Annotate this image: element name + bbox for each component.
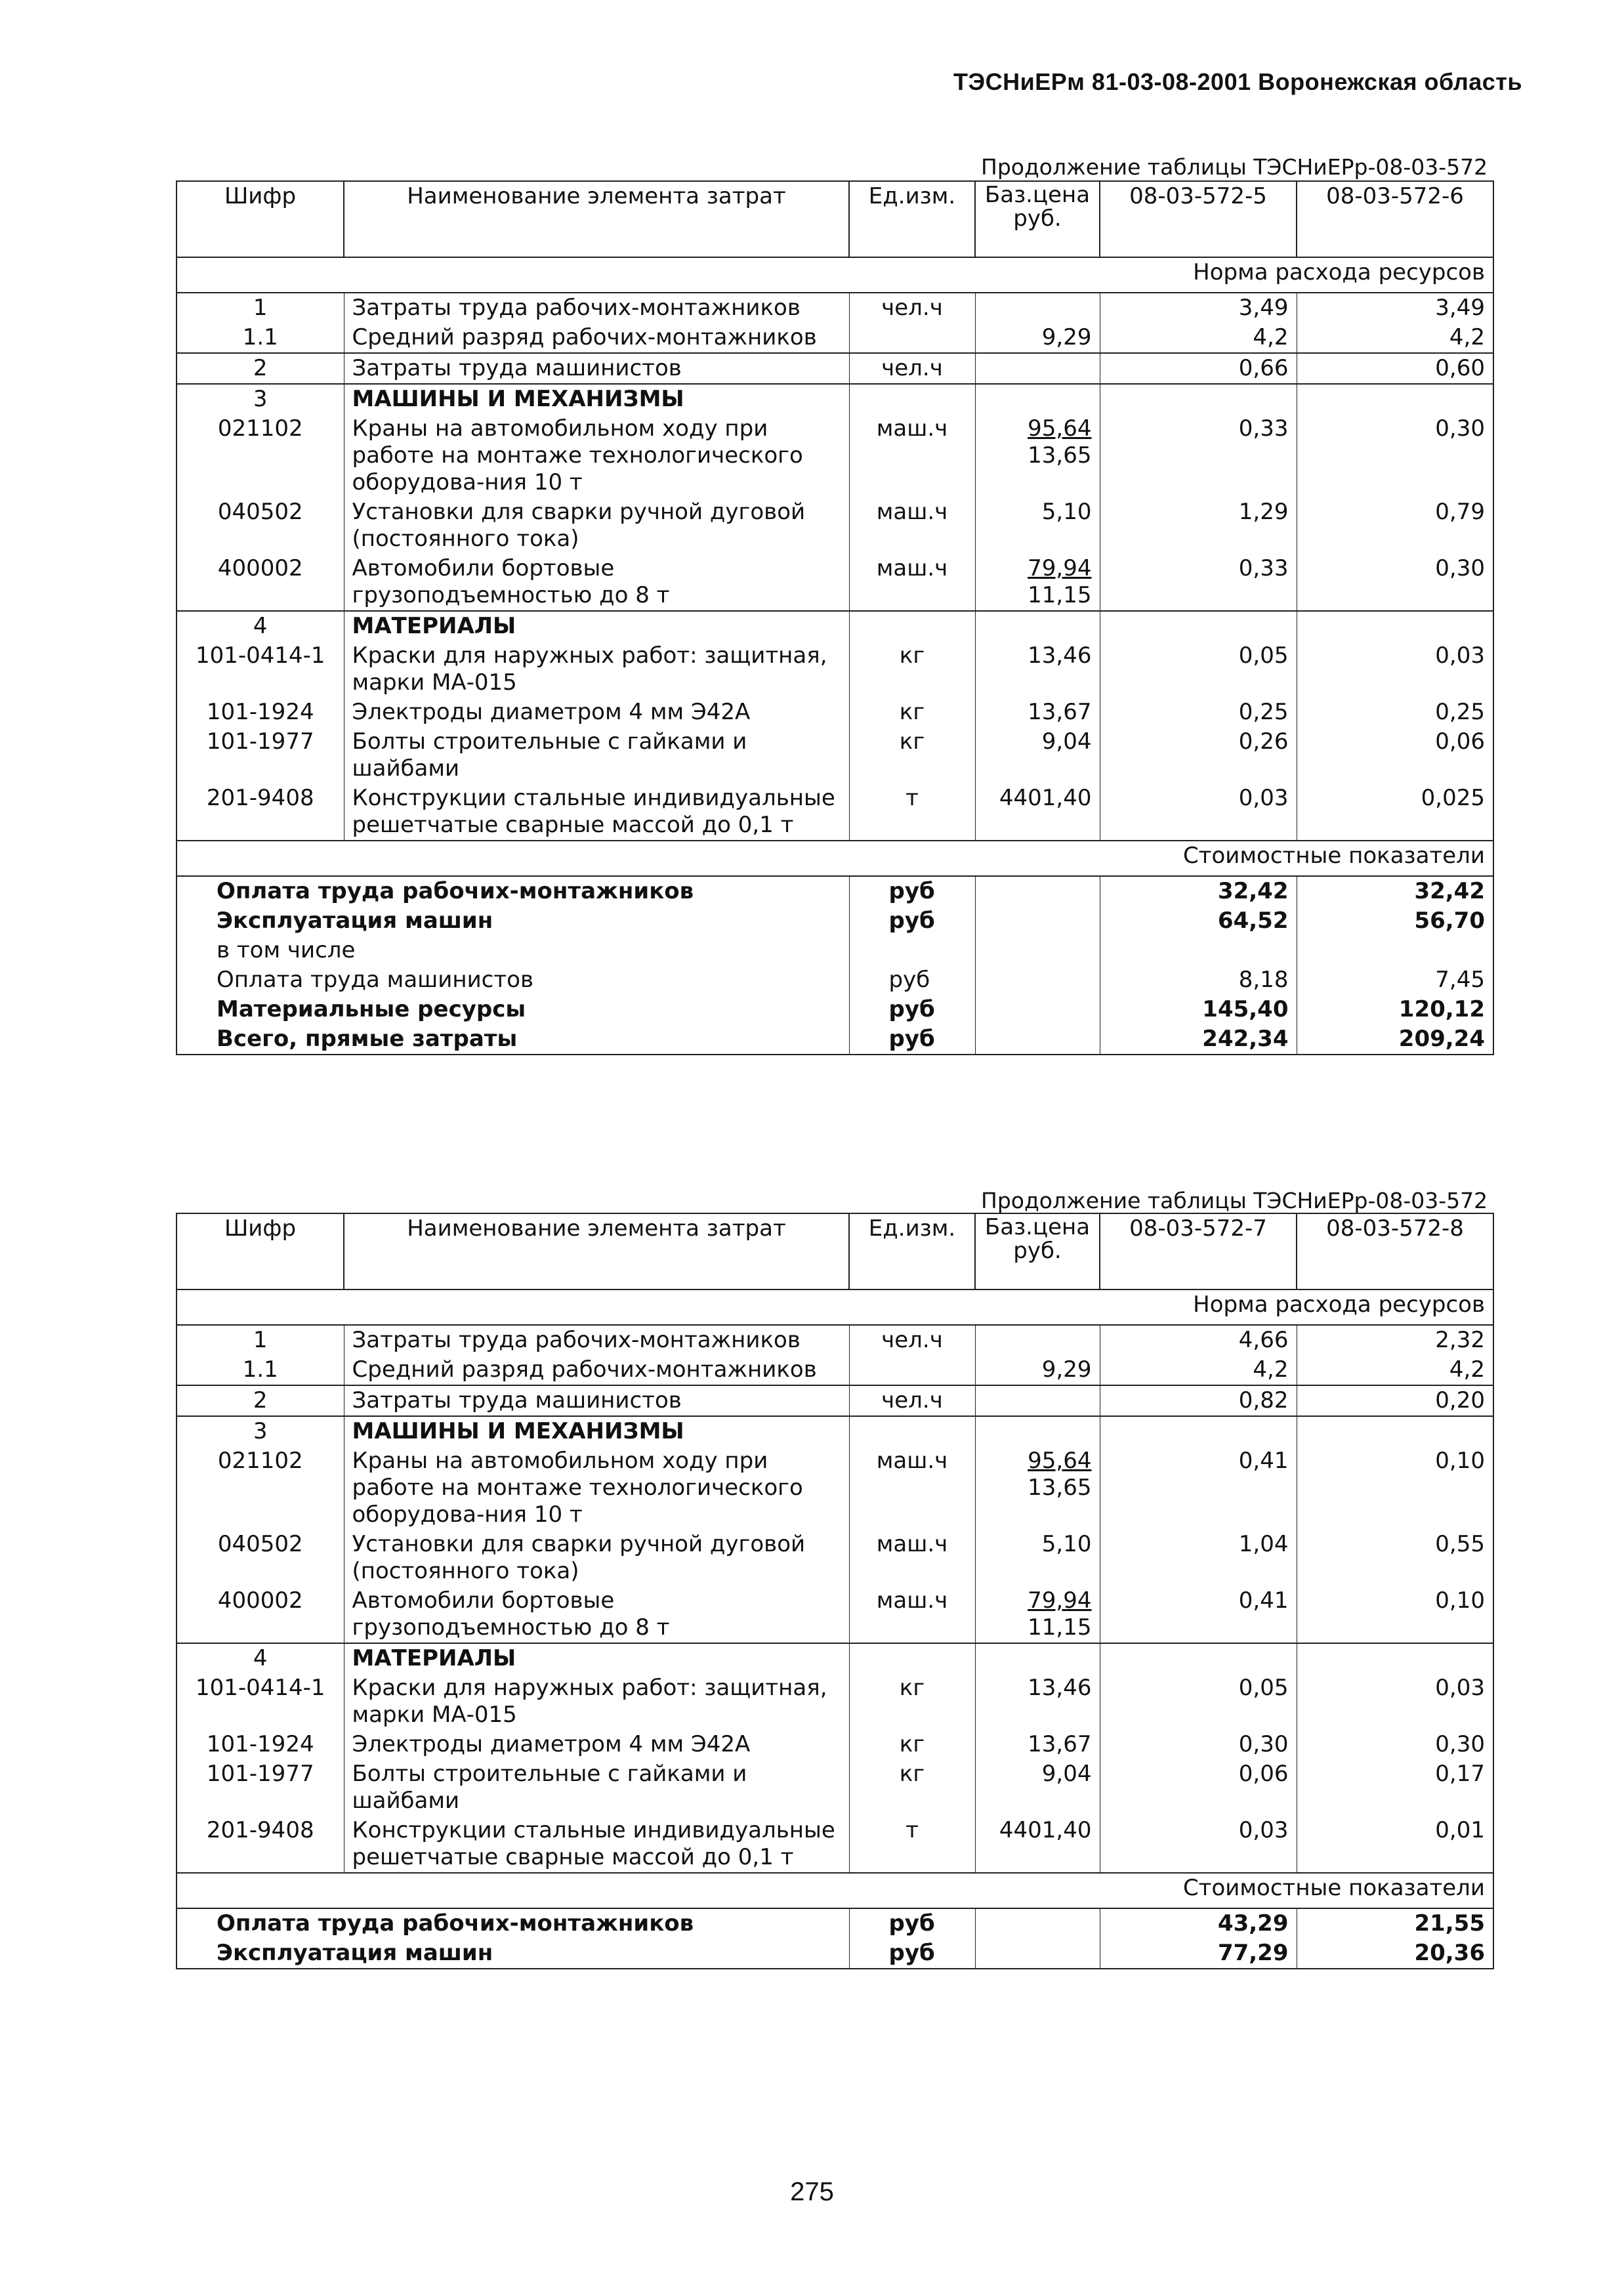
- cost-title-row: [177, 841, 1493, 876]
- row-value-2: 0,79: [1297, 497, 1493, 554]
- row-value-1: 0,33: [1100, 414, 1297, 497]
- cost-unit: руб: [849, 1939, 975, 1969]
- row-unit: маш.ч: [849, 414, 975, 497]
- row-name: МАШИНЫ И МЕХАНИЗМЫ: [344, 384, 849, 414]
- cost-title-row: [177, 1873, 1493, 1908]
- table-continuation-label: Продолжение таблицы ТЭСНиЕРр-08-03-572: [981, 1188, 1488, 1213]
- row-price: [975, 1446, 1100, 1530]
- cost-empty: [975, 995, 1100, 1024]
- row-name: Затраты труда машинистов: [344, 353, 849, 384]
- row-name: Болты строительные с гайками и шайбами: [344, 1759, 849, 1816]
- row-price-value: 9,29: [1041, 324, 1092, 350]
- row-code: 3: [177, 384, 344, 414]
- table-row: [177, 323, 1493, 353]
- cost-unit: [849, 936, 975, 965]
- cost-label: в том числе: [177, 936, 849, 965]
- row-value-2: 0,10: [1297, 1446, 1493, 1530]
- row-value-2: 0,01: [1297, 1816, 1493, 1873]
- row-name: Затраты труда машинистов: [344, 1385, 849, 1416]
- row-price-value: 13,46: [1028, 642, 1092, 669]
- row-value-1: 0,82: [1100, 1385, 1297, 1416]
- row-name: Средний разряд рабочих-монтажников: [344, 323, 849, 353]
- table-row: [177, 1759, 1493, 1816]
- row-code: 1: [177, 1325, 344, 1355]
- table-row: [177, 554, 1493, 611]
- cost-value-2: 7,45: [1297, 965, 1493, 995]
- table-row: [177, 1355, 1493, 1385]
- row-unit: [849, 1355, 975, 1385]
- row-price: [975, 1385, 1100, 1416]
- row-value-2: 0,60: [1297, 353, 1493, 384]
- row-name: Конструкции стальные индивидуальные решетчатые сварные массой до 0,1 т: [344, 1816, 849, 1873]
- row-code: 2: [177, 353, 344, 384]
- table-row: [177, 1586, 1493, 1643]
- row-price-value: 4401,40: [999, 785, 1092, 811]
- header-col1: 08-03-572-5: [1100, 181, 1297, 257]
- row-name: Затраты труда рабочих-монтажников: [344, 293, 849, 323]
- cost-title: Стоимостные показатели: [177, 841, 1493, 876]
- table-row: [177, 1385, 1493, 1416]
- row-name: Краски для наружных работ: защитная, марки МА-015: [344, 641, 849, 698]
- table-row: [177, 1816, 1493, 1873]
- cost-label: Оплата труда машинистов: [177, 965, 849, 995]
- header-code: Шифр: [177, 1213, 344, 1289]
- row-code: 201-9408: [177, 1816, 344, 1873]
- row-value-2: 0,03: [1297, 641, 1493, 698]
- table-row: [177, 1530, 1493, 1586]
- cost-value-1: 8,18: [1100, 965, 1297, 995]
- row-price: [975, 414, 1100, 497]
- row-name: Краны на автомобильном ходу при работе на монтаже технологического оборудова-ния 10 т: [344, 414, 849, 497]
- row-unit: чел.ч: [849, 293, 975, 323]
- row-value-1: 0,05: [1100, 641, 1297, 698]
- row-code: 1.1: [177, 323, 344, 353]
- row-value-2: 4,2: [1297, 1355, 1493, 1385]
- row-unit: чел.ч: [849, 1325, 975, 1355]
- row-price-value: 13,46: [1028, 1675, 1092, 1701]
- cost-row: [177, 965, 1493, 995]
- row-name: Краски для наружных работ: защитная, марки МА-015: [344, 1673, 849, 1730]
- row-unit: т: [849, 784, 975, 841]
- resource-table: [176, 1213, 1494, 1969]
- row-code: 101-1977: [177, 1759, 344, 1816]
- row-unit: кг: [849, 641, 975, 698]
- row-value-1: 0,05: [1100, 1673, 1297, 1730]
- header-price: [975, 181, 1100, 257]
- header-unit: Ед.изм.: [849, 1213, 975, 1289]
- row-price: [975, 784, 1100, 841]
- cost-value-2: 209,24: [1297, 1024, 1493, 1055]
- table-row: [177, 641, 1493, 698]
- cost-unit: руб: [849, 906, 975, 936]
- row-value-2: 0,55: [1297, 1530, 1493, 1586]
- cost-value-1: 64,52: [1100, 906, 1297, 936]
- row-unit: [849, 1643, 975, 1673]
- cost-unit: руб: [849, 876, 975, 906]
- table-continuation-label: Продолжение таблицы ТЭСНиЕРр-08-03-572: [981, 154, 1488, 180]
- row-price-value: 5,10: [1041, 1531, 1092, 1557]
- row-value-1: 0,26: [1100, 727, 1297, 784]
- cost-title: Стоимостные показатели: [177, 1873, 1493, 1908]
- header-name: Наименование элемента затрат: [344, 1213, 849, 1289]
- row-price-value-2: 13,65: [1028, 1475, 1092, 1501]
- row-value-2: 0,30: [1297, 414, 1493, 497]
- row-price: [975, 1325, 1100, 1355]
- row-name: МАТЕРИАЛЫ: [344, 1643, 849, 1673]
- row-value-2: [1297, 1416, 1493, 1446]
- row-unit: кг: [849, 1673, 975, 1730]
- row-value-1: 4,66: [1100, 1325, 1297, 1355]
- cost-value-1: 145,40: [1100, 995, 1297, 1024]
- row-price: [975, 641, 1100, 698]
- row-unit: кг: [849, 1759, 975, 1816]
- row-code: 400002: [177, 554, 344, 611]
- norm-title: Норма расхода ресурсов: [177, 1289, 1493, 1325]
- cost-value-2: 21,55: [1297, 1908, 1493, 1939]
- cost-unit: руб: [849, 1024, 975, 1055]
- row-price: [975, 497, 1100, 554]
- row-unit: маш.ч: [849, 497, 975, 554]
- row-value-1: [1100, 384, 1297, 414]
- row-value-2: 3,49: [1297, 293, 1493, 323]
- row-price: [975, 1355, 1100, 1385]
- row-unit: [849, 1416, 975, 1446]
- row-price: [975, 323, 1100, 353]
- norm-title-row: [177, 1289, 1493, 1325]
- table-row: [177, 1325, 1493, 1355]
- header-unit: Ед.изм.: [849, 181, 975, 257]
- row-value-1: [1100, 1416, 1297, 1446]
- cost-value-2: 32,42: [1297, 876, 1493, 906]
- row-code: 4: [177, 1643, 344, 1673]
- row-name: Болты строительные с гайками и шайбами: [344, 727, 849, 784]
- cost-empty: [975, 965, 1100, 995]
- cost-empty: [975, 1908, 1100, 1939]
- table-row: [177, 353, 1493, 384]
- table-row: [177, 414, 1493, 497]
- table-row: [177, 497, 1493, 554]
- header-price-line1: Баз.цена: [984, 1214, 1091, 1240]
- header-name: Наименование элемента затрат: [344, 181, 849, 257]
- row-price-value: 13,67: [1028, 699, 1092, 725]
- row-price-value: 79,94: [1028, 555, 1092, 581]
- header-col1: 08-03-572-7: [1100, 1213, 1297, 1289]
- row-value-1: 3,49: [1100, 293, 1297, 323]
- row-value-2: [1297, 611, 1493, 641]
- row-name: МАТЕРИАЛЫ: [344, 611, 849, 641]
- row-price-value: 95,64: [1028, 1448, 1092, 1474]
- table-row: [177, 1643, 1493, 1673]
- row-code: 101-0414-1: [177, 1673, 344, 1730]
- cost-label: Оплата труда рабочих-монтажников: [177, 1908, 849, 1939]
- row-code: 1: [177, 293, 344, 323]
- cost-empty: [975, 906, 1100, 936]
- row-price-value: 95,64: [1028, 415, 1092, 442]
- row-unit: кг: [849, 727, 975, 784]
- header-code: Шифр: [177, 181, 344, 257]
- table-row: [177, 698, 1493, 727]
- cost-row: [177, 936, 1493, 965]
- row-price-value: 9,04: [1041, 728, 1092, 755]
- row-code: 040502: [177, 497, 344, 554]
- row-price-value: 5,10: [1041, 499, 1092, 525]
- cost-row: [177, 1908, 1493, 1939]
- table-body: [177, 1213, 1493, 1969]
- cost-value-2: 56,70: [1297, 906, 1493, 936]
- row-value-2: [1297, 1643, 1493, 1673]
- cost-value-1: 77,29: [1100, 1939, 1297, 1969]
- table-body: [177, 181, 1493, 1055]
- row-price-value: 9,04: [1041, 1761, 1092, 1787]
- cost-unit: руб: [849, 965, 975, 995]
- row-unit: [849, 323, 975, 353]
- page-number: 275: [790, 2177, 834, 2206]
- row-price: [975, 1673, 1100, 1730]
- row-code: 201-9408: [177, 784, 344, 841]
- row-code: 3: [177, 1416, 344, 1446]
- row-code: 021102: [177, 414, 344, 497]
- header-col2: 08-03-572-8: [1297, 1213, 1493, 1289]
- row-price: [975, 1416, 1100, 1446]
- row-value-2: 0,03: [1297, 1673, 1493, 1730]
- row-unit: [849, 384, 975, 414]
- row-code: 021102: [177, 1446, 344, 1530]
- resource-table: [176, 180, 1494, 1055]
- row-price: [975, 384, 1100, 414]
- header-price-line1: Баз.цена: [984, 182, 1091, 208]
- row-name: Установки для сварки ручной дуговой (постоянного тока): [344, 497, 849, 554]
- cost-unit: руб: [849, 995, 975, 1024]
- cost-label: Оплата труда рабочих-монтажников: [177, 876, 849, 906]
- header-price: [975, 1213, 1100, 1289]
- row-price: [975, 698, 1100, 727]
- row-value-2: 0,17: [1297, 1759, 1493, 1816]
- row-value-1: 0,03: [1100, 1816, 1297, 1873]
- cost-value-1: [1100, 936, 1297, 965]
- row-value-2: 0,025: [1297, 784, 1493, 841]
- cost-row: [177, 1939, 1493, 1969]
- cost-unit: руб: [849, 1908, 975, 1939]
- table-row: [177, 1446, 1493, 1530]
- row-price: [975, 1759, 1100, 1816]
- row-name: МАШИНЫ И МЕХАНИЗМЫ: [344, 1416, 849, 1446]
- row-price: [975, 353, 1100, 384]
- table-row: [177, 293, 1493, 323]
- cost-label: Всего, прямые затраты: [177, 1024, 849, 1055]
- row-value-1: [1100, 1643, 1297, 1673]
- row-price: [975, 1530, 1100, 1586]
- cost-label: Материальные ресурсы: [177, 995, 849, 1024]
- cost-value-2: [1297, 936, 1493, 965]
- row-unit: чел.ч: [849, 353, 975, 384]
- row-unit: маш.ч: [849, 1446, 975, 1530]
- cost-label: Эксплуатация машин: [177, 906, 849, 936]
- row-value-2: 2,32: [1297, 1325, 1493, 1355]
- row-name: Автомобили бортовые грузоподъемностью до 8 т: [344, 554, 849, 611]
- table-header-row: [177, 181, 1493, 257]
- row-name: Автомобили бортовые грузоподъемностью до 8 т: [344, 1586, 849, 1643]
- row-unit: [849, 611, 975, 641]
- cost-row: [177, 876, 1493, 906]
- row-code: 1.1: [177, 1355, 344, 1385]
- row-value-1: 4,2: [1100, 1355, 1297, 1385]
- row-price-value: 4401,40: [999, 1817, 1092, 1843]
- row-price-value-2: 11,15: [1028, 1614, 1092, 1641]
- row-code: 101-1924: [177, 1730, 344, 1759]
- row-unit: маш.ч: [849, 554, 975, 611]
- row-name: Установки для сварки ручной дуговой (постоянного тока): [344, 1530, 849, 1586]
- header-col2: 08-03-572-6: [1297, 181, 1493, 257]
- document-header: ТЭСНиЕРм 81-03-08-2001 Воронежская область: [953, 68, 1522, 95]
- row-price: [975, 1643, 1100, 1673]
- cost-value-2: 20,36: [1297, 1939, 1493, 1969]
- row-value-1: 0,41: [1100, 1446, 1297, 1530]
- cost-row: [177, 906, 1493, 936]
- row-unit: кг: [849, 698, 975, 727]
- row-name: Краны на автомобильном ходу при работе на монтаже технологического оборудова-ния 10 т: [344, 1446, 849, 1530]
- row-price: [975, 1586, 1100, 1643]
- row-value-1: [1100, 611, 1297, 641]
- cost-value-1: 242,34: [1100, 1024, 1297, 1055]
- row-unit: маш.ч: [849, 1530, 975, 1586]
- cost-empty: [975, 1939, 1100, 1969]
- row-price-value-2: 11,15: [1028, 582, 1092, 608]
- cost-label: Эксплуатация машин: [177, 1939, 849, 1969]
- row-name: Конструкции стальные индивидуальные решетчатые сварные массой до 0,1 т: [344, 784, 849, 841]
- row-value-1: 0,25: [1100, 698, 1297, 727]
- row-value-2: 0,06: [1297, 727, 1493, 784]
- table-row: [177, 727, 1493, 784]
- cost-empty: [975, 876, 1100, 906]
- row-value-1: 0,33: [1100, 554, 1297, 611]
- cost-row: [177, 1024, 1493, 1055]
- row-value-1: 0,41: [1100, 1586, 1297, 1643]
- row-name: Средний разряд рабочих-монтажников: [344, 1355, 849, 1385]
- cost-empty: [975, 1024, 1100, 1055]
- table-row: [177, 611, 1493, 641]
- row-name: Затраты труда рабочих-монтажников: [344, 1325, 849, 1355]
- row-price: [975, 1730, 1100, 1759]
- norm-title-row: [177, 257, 1493, 293]
- row-price-value: 13,67: [1028, 1731, 1092, 1757]
- table-row: [177, 384, 1493, 414]
- table-row: [177, 1730, 1493, 1759]
- row-unit: маш.ч: [849, 1586, 975, 1643]
- row-name: Электроды диаметром 4 мм Э42А: [344, 698, 849, 727]
- cost-empty: [975, 936, 1100, 965]
- cost-value-1: 43,29: [1100, 1908, 1297, 1939]
- row-unit: кг: [849, 1730, 975, 1759]
- row-code: 101-1924: [177, 698, 344, 727]
- row-value-2: 4,2: [1297, 323, 1493, 353]
- cost-value-2: 120,12: [1297, 995, 1493, 1024]
- row-unit: т: [849, 1816, 975, 1873]
- cost-value-1: 32,42: [1100, 876, 1297, 906]
- table-row: [177, 1416, 1493, 1446]
- cost-row: [177, 995, 1493, 1024]
- row-code: 400002: [177, 1586, 344, 1643]
- norm-title: Норма расхода ресурсов: [177, 257, 1493, 293]
- row-value-1: 4,2: [1100, 323, 1297, 353]
- row-price: [975, 554, 1100, 611]
- row-code: 2: [177, 1385, 344, 1416]
- row-value-1: 0,66: [1100, 353, 1297, 384]
- row-price: [975, 1816, 1100, 1873]
- table-header-row: [177, 1213, 1493, 1289]
- row-price-value: 9,29: [1041, 1356, 1092, 1383]
- row-unit: чел.ч: [849, 1385, 975, 1416]
- row-value-1: 0,03: [1100, 784, 1297, 841]
- row-value-2: 0,30: [1297, 554, 1493, 611]
- row-price-value-2: 13,65: [1028, 442, 1092, 469]
- row-price-value: 79,94: [1028, 1587, 1092, 1614]
- table-row: [177, 1673, 1493, 1730]
- row-price: [975, 293, 1100, 323]
- row-value-2: [1297, 384, 1493, 414]
- header-price-line2: руб.: [1013, 205, 1062, 232]
- row-value-1: 0,06: [1100, 1759, 1297, 1816]
- row-value-2: 0,25: [1297, 698, 1493, 727]
- row-value-2: 0,30: [1297, 1730, 1493, 1759]
- row-code: 101-0414-1: [177, 641, 344, 698]
- table-row: [177, 784, 1493, 841]
- row-value-1: 1,29: [1100, 497, 1297, 554]
- row-value-2: 0,20: [1297, 1385, 1493, 1416]
- header-price-line2: руб.: [1013, 1238, 1062, 1264]
- row-code: 4: [177, 611, 344, 641]
- row-value-2: 0,10: [1297, 1586, 1493, 1643]
- row-value-1: 1,04: [1100, 1530, 1297, 1586]
- row-price: [975, 611, 1100, 641]
- row-price: [975, 727, 1100, 784]
- row-value-1: 0,30: [1100, 1730, 1297, 1759]
- row-code: 101-1977: [177, 727, 344, 784]
- row-code: 040502: [177, 1530, 344, 1586]
- row-name: Электроды диаметром 4 мм Э42А: [344, 1730, 849, 1759]
